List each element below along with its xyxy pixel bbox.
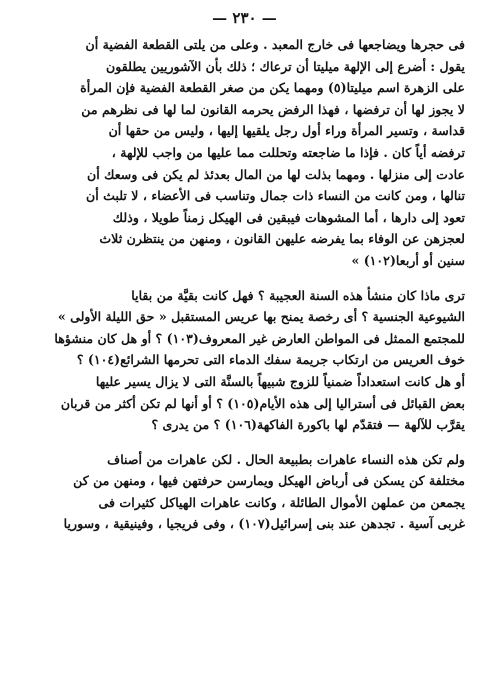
text-line: لا يجوز لها أن ترفضها ، فهذا الرفض يحرمه القانون لما لها فى نظرهم من: [81, 101, 465, 117]
text-line: تنالها ، ومن كانت من النساء ذات جمال وتناسب فى الأعضاء ، لا تلبث أن: [85, 188, 465, 204]
text-line: لعجزهن عن الوفاء بما يفرضه عليهن القانون ، ومنهن من ينتظرن ثلاث: [99, 231, 465, 247]
text-line: قداسة ، وتسير المرأة وراء أول رجل يلقيها إليها ، وليس من حقها أن: [108, 123, 465, 139]
text-line: غربى آسية . تجدهن عند بنى إسرائيل(١٠٧) ، وفى فريجيا ، وفينيقية ، وسوريا: [63, 516, 465, 532]
text-line: ولم تكن هذه النساء عاهرات بطبيعة الحال . لكن عاهرات من أصناف: [107, 451, 465, 467]
text-line: أو هل كانت استعداداً ضمنياً للزوج شبيهاً بالسنَّة التى لا يزال يسير عليها: [95, 373, 465, 389]
paragraph-1: [24, 34, 465, 272]
text-line: خوف العريس من ارتكاب جريمة سفك الدماء التى تحرمها الشرائع(١٠٤) ؟: [76, 352, 465, 368]
text-line: بعض القبائل فى أستراليا إلى هذه الأيام(١٠٥) ؟ أو أنها لم تكن أكثر من قربان: [60, 395, 465, 411]
text-line: تعود إلى دارها ، أما المشوهات فيبقين فى الهيكل زمناً طويلا ، وذلك: [112, 209, 465, 225]
text-line: يقرَّب للآلهة — فتقدّم لها باكورة الفاكهة(١٠٦) ؟ من يدرى ؟: [151, 417, 465, 433]
text-line: يجمعن من عملهن الأموال الطائلة ، وكانت عاهرات الهياكل كثيرات فى: [98, 494, 465, 510]
text-line: عادت إلى منزلها . ومهما بذلت لها من المال بعدئذ لم يكن فى وسعك أن: [86, 166, 465, 182]
text-line: سنين أو أربعا(١٠٢) »: [351, 252, 465, 268]
text-line: على الزهرة اسم ميليتا(٥) ومهما يكن من صغر القطعة الفضية فإن المرأة: [80, 80, 465, 96]
text-line: فى حجرها ويضاجعها فى خارج المعبد . وعلى من يلتى القطعة الفضية أن: [85, 37, 465, 52]
page-number: — ٢٣٠ —: [212, 9, 277, 27]
text-line: ترفضه أياً كان . فإذا ما ضاجعته وتحللت مما عليها من واجب للإلهة ،: [111, 144, 465, 160]
paragraph-2: [24, 285, 465, 436]
text-line: مختلفة كن يسكن فى أرباض الهيكل ويمارسن حرفتهن فيها ، ومنهن من كن: [73, 473, 465, 489]
text-line: الشيوعية الجنسية ؟ أى رخصة يمنح بها عريس المستقبل « حق الليلة الأولى »: [57, 309, 465, 325]
text-line: للمجتمع الممثل فى المواطن العارض غير المعروف(١٠٣) ؟ أو هل كان منشؤها: [54, 330, 465, 346]
text-line: ترى ماذا كان منشأ هذه السنة العجيبة ؟ فهل كانت بقيَّة من بقايا: [131, 287, 465, 303]
text-line: يقول : أضرع إلى الإلهة ميليتا أن ترعاك ؛ ذلك بأن الآشوريين يطلقون: [106, 58, 465, 74]
paragraph-3: [24, 449, 465, 535]
